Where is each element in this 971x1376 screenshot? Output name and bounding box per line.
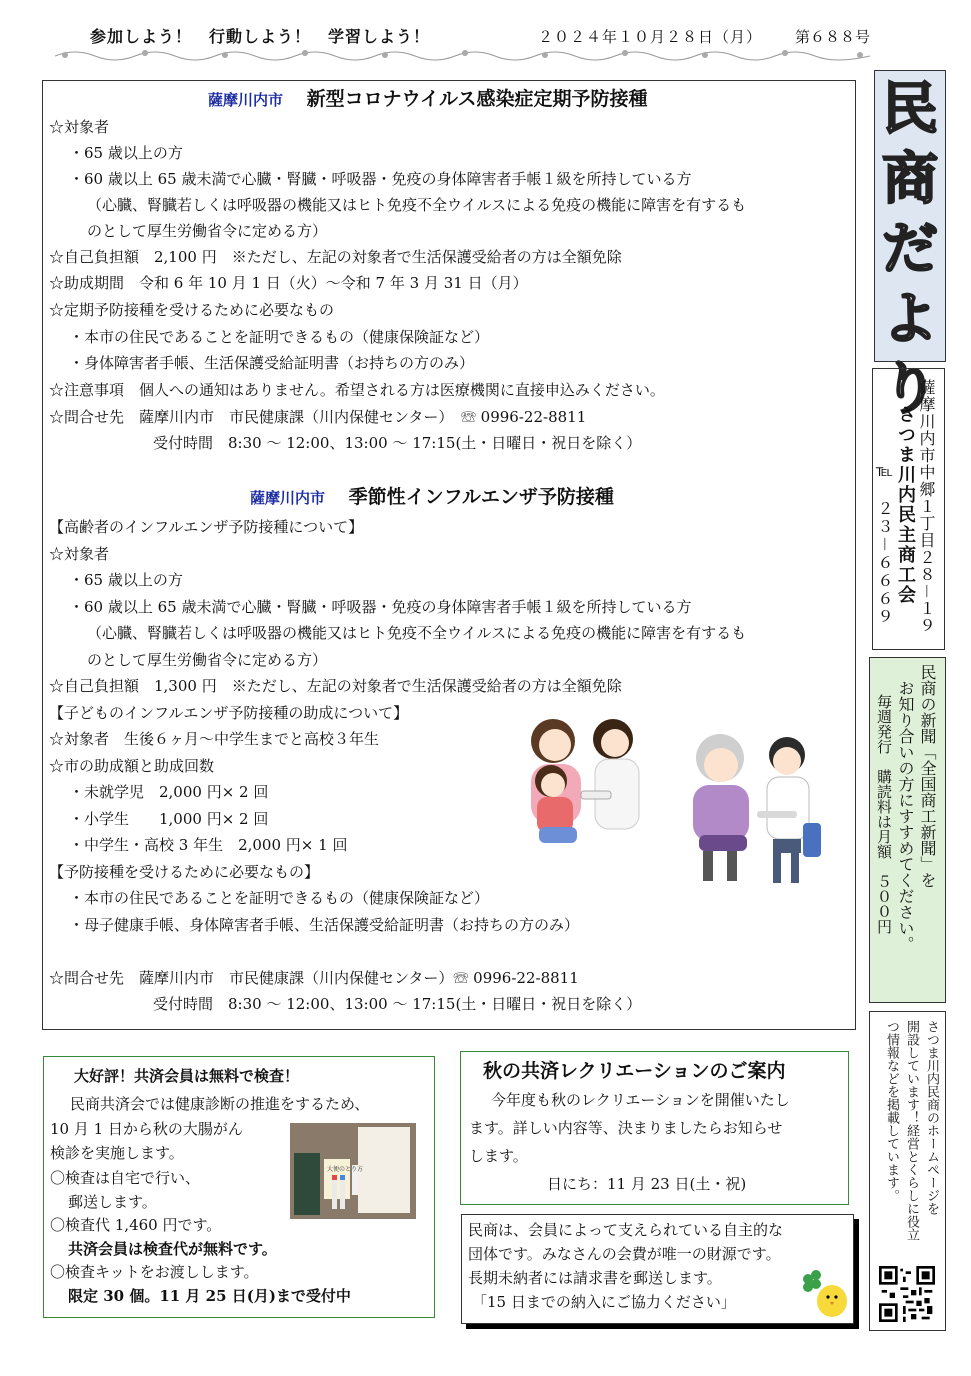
recreation-notice-box [460,1051,849,1205]
brand-char: よ [882,287,938,352]
org-address-box [872,368,945,650]
kyosai-title: 大好評！共済会員は無料で検査！ [74,1067,300,1085]
brand-char: 民 [882,77,938,142]
recreation-line: 今年度も秋のレクリエーションを開催いたし [491,1091,790,1109]
header-vine-divider [55,44,870,66]
issue-number: 第６８８号 [795,28,871,46]
dues-line: 団体です。みなさんの会費が唯一の財源です。 [468,1245,781,1263]
recreation-line: ます。詳しい内容等、決まりましたらお知らせ [469,1119,783,1137]
covid-title: 新型コロナウイルス感染症定期予防接種 [306,88,648,110]
covid-line: （心臓、腎臓若しくは呼吸器の機能又はヒト免疫不全ウイルスによる免疫の機能に障害を有するも [87,196,747,214]
flu-line: ・60 歳以上 65 歳未満で心臓・腎臓・呼吸器・免疫の身体障害者手帳１級を所持している方 [69,598,692,616]
vaccination-notice-box [42,80,856,1030]
org-address: 薩摩川内市中郷１丁目２８－１９ [917,379,936,635]
elderly-vaccination-illustration [675,723,835,893]
flu-heading [250,487,614,508]
brand-char: だ [882,217,938,282]
covid-line: ・本市の住民であることを証明できるもの（健康保険証など） [69,328,490,346]
covid-line: ・65 歳以上の方 [69,144,183,162]
flu-line: （心臓、腎臓若しくは呼吸器の機能又はヒト免疫不全ウイルスによる免疫の機能に障害を有するも [87,624,747,642]
covid-line: ☆定期予防接種を受けるために必要なもの [49,301,335,319]
kyosai-line: 〇検査代 1,460 円です。 [50,1216,222,1234]
membership-dues-box [461,1214,854,1324]
homepage-qr-code[interactable] [879,1266,935,1322]
flu-line: ・小学生 1,000 円× 2 回 [69,810,269,828]
covid-line: ・60 歳以上 65 歳未満で心臓・腎臓・呼吸器・免疫の身体障害者手帳１級を所持している方 [69,170,692,188]
flu-line: のとして厚生労働省令に定める方） [87,651,328,669]
flu-line: ☆自己負担額 1,300 円 ※ただし、左記の対象者で生活保護受給者の方は全額免除 [49,677,622,695]
hp-line: 開設しています！経営とくらしに役立 [904,1020,919,1241]
child-vaccination-illustration [511,709,661,849]
recreation-line: します。 [469,1147,528,1165]
flu-city: 薩摩川内市 [250,489,326,507]
flu-line: ・65 歳以上の方 [69,571,183,589]
kit-label: 大便のとり方 [327,1166,364,1173]
flu-line: ・母子健康手帳、身体障害者手帳、生活保護受給証明書（お持ちの方のみ） [69,916,580,934]
header-slogan: 参加しよう！ 行動しよう！ 学習しよう！ [90,27,431,46]
flu-line: ・未就学児 2,000 円× 2 回 [69,783,269,801]
flu-line: 受付時間 8:30 ～ 12:00、13:00 ～ 17:15(土・日曜日・祝日を除く） [153,995,642,1013]
org-name: さつま川内民主商工会 [895,405,916,605]
covid-line: のとして厚生労働省令に定める方） [87,222,328,240]
recreation-date: 日にち：11 月 23 日(土・祝) [547,1175,747,1193]
flu-line: ☆問合せ先 薩摩川内市 市民健康課（川内保健センター）☏ 0996-22-8811 [49,969,579,987]
kyosai-line: 共済会員は検査代が無料です。 [68,1240,277,1258]
kyosai-line: 郵送します。 [68,1193,157,1211]
covid-city: 薩摩川内市 [208,91,284,109]
flu-line: ☆市の助成額と助成回数 [49,757,215,775]
colon-cancer-screening-box [43,1056,435,1318]
flu-line: ・中学生・高校 3 年生 2,000 円× 1 回 [69,836,348,854]
covid-heading [208,89,647,110]
kyosai-line: 限定 30 個。11 月 25 日(月)まで受付中 [68,1287,351,1305]
brand-char: り [882,357,938,422]
issue-date: ２０２４年１０月２８日（月） [538,28,763,46]
hp-line: つ情報などを掲載しています。 [884,1020,899,1202]
covid-line: 受付時間 8:30 ～ 12:00、13:00 ～ 17:15(土・日曜日・祝日を除く） [153,434,642,452]
covid-line: ☆自己負担額 2,100 円 ※ただし、左記の対象者で生活保護受給者の方は全額免除 [49,248,622,266]
chick-clover-icon [796,1265,852,1321]
kyosai-line: 民商共済会では健康診断の推進をするため、 [70,1095,370,1113]
recreation-title: 秋の共済レクリエーションのご案内 [483,1060,786,1082]
covid-line: ☆助成期間 令和 6 年 10 月 1 日（火）～令和 7 年 3 月 31 日（月） [49,274,528,292]
flu-line: ・本市の住民であることを証明できるもの（健康保険証など） [69,889,490,907]
dues-line: 民商は、会員によって支えられている自主的な [468,1221,784,1239]
news-line: お知り合いの方にすすめてください。 [896,680,915,952]
homepage-notice-box [869,1011,946,1331]
flu-line: 【高齢者のインフルエンザ予防接種について】 [49,518,364,536]
flu-line: ☆対象者 [49,545,110,563]
brand-char: 商 [882,147,938,212]
dues-line: 長期未納者には請求書を郵送します。 [468,1269,722,1287]
kyosai-line: 10 月 1 日から秋の大腸がん [50,1120,243,1138]
kyosai-line: 検診を実施します。 [50,1144,184,1162]
news-line: 毎週発行 購読料は月額 ５００円 [875,694,893,934]
covid-line: ☆注意事項 個人への通知はありません。希望される方は医療機関に直接申込みください。 [49,381,665,399]
kyosai-line: 〇検査キットをお渡しします。 [50,1263,259,1281]
news-line: 民商の新聞「全国商工新聞」を [918,664,937,888]
org-tel: ℡ ２３－６６６９ [875,461,894,627]
kyosai-line: 〇検査は自宅で行い、 [50,1169,201,1187]
covid-line: ☆問合せ先 薩摩川内市 市民健康課（川内保健センター） ☏ 0996-22-8811 [49,408,587,426]
newsletter-brand-title [874,70,946,422]
flu-line: ☆対象者 生後６ヶ月～中学生までと高校３年生 [49,730,380,748]
hp-line: さつま川内民商のホームページを [924,1020,939,1215]
test-kit-photo [290,1123,416,1219]
newspaper-promo-box [869,657,946,1003]
covid-line: ・身体障害者手帳、生活保護受給証明書（お持ちの方のみ） [69,354,475,372]
flu-line: 【子どものインフルエンザ予防接種の助成について】 [49,704,409,722]
flu-title: 季節性インフルエンザ予防接種 [348,486,614,508]
dues-line: 「15 日までの納入にご協力ください」 [472,1293,736,1311]
covid-line: ☆対象者 [49,118,110,136]
flu-line: 【予防接種を受けるために必要なもの】 [49,863,320,881]
